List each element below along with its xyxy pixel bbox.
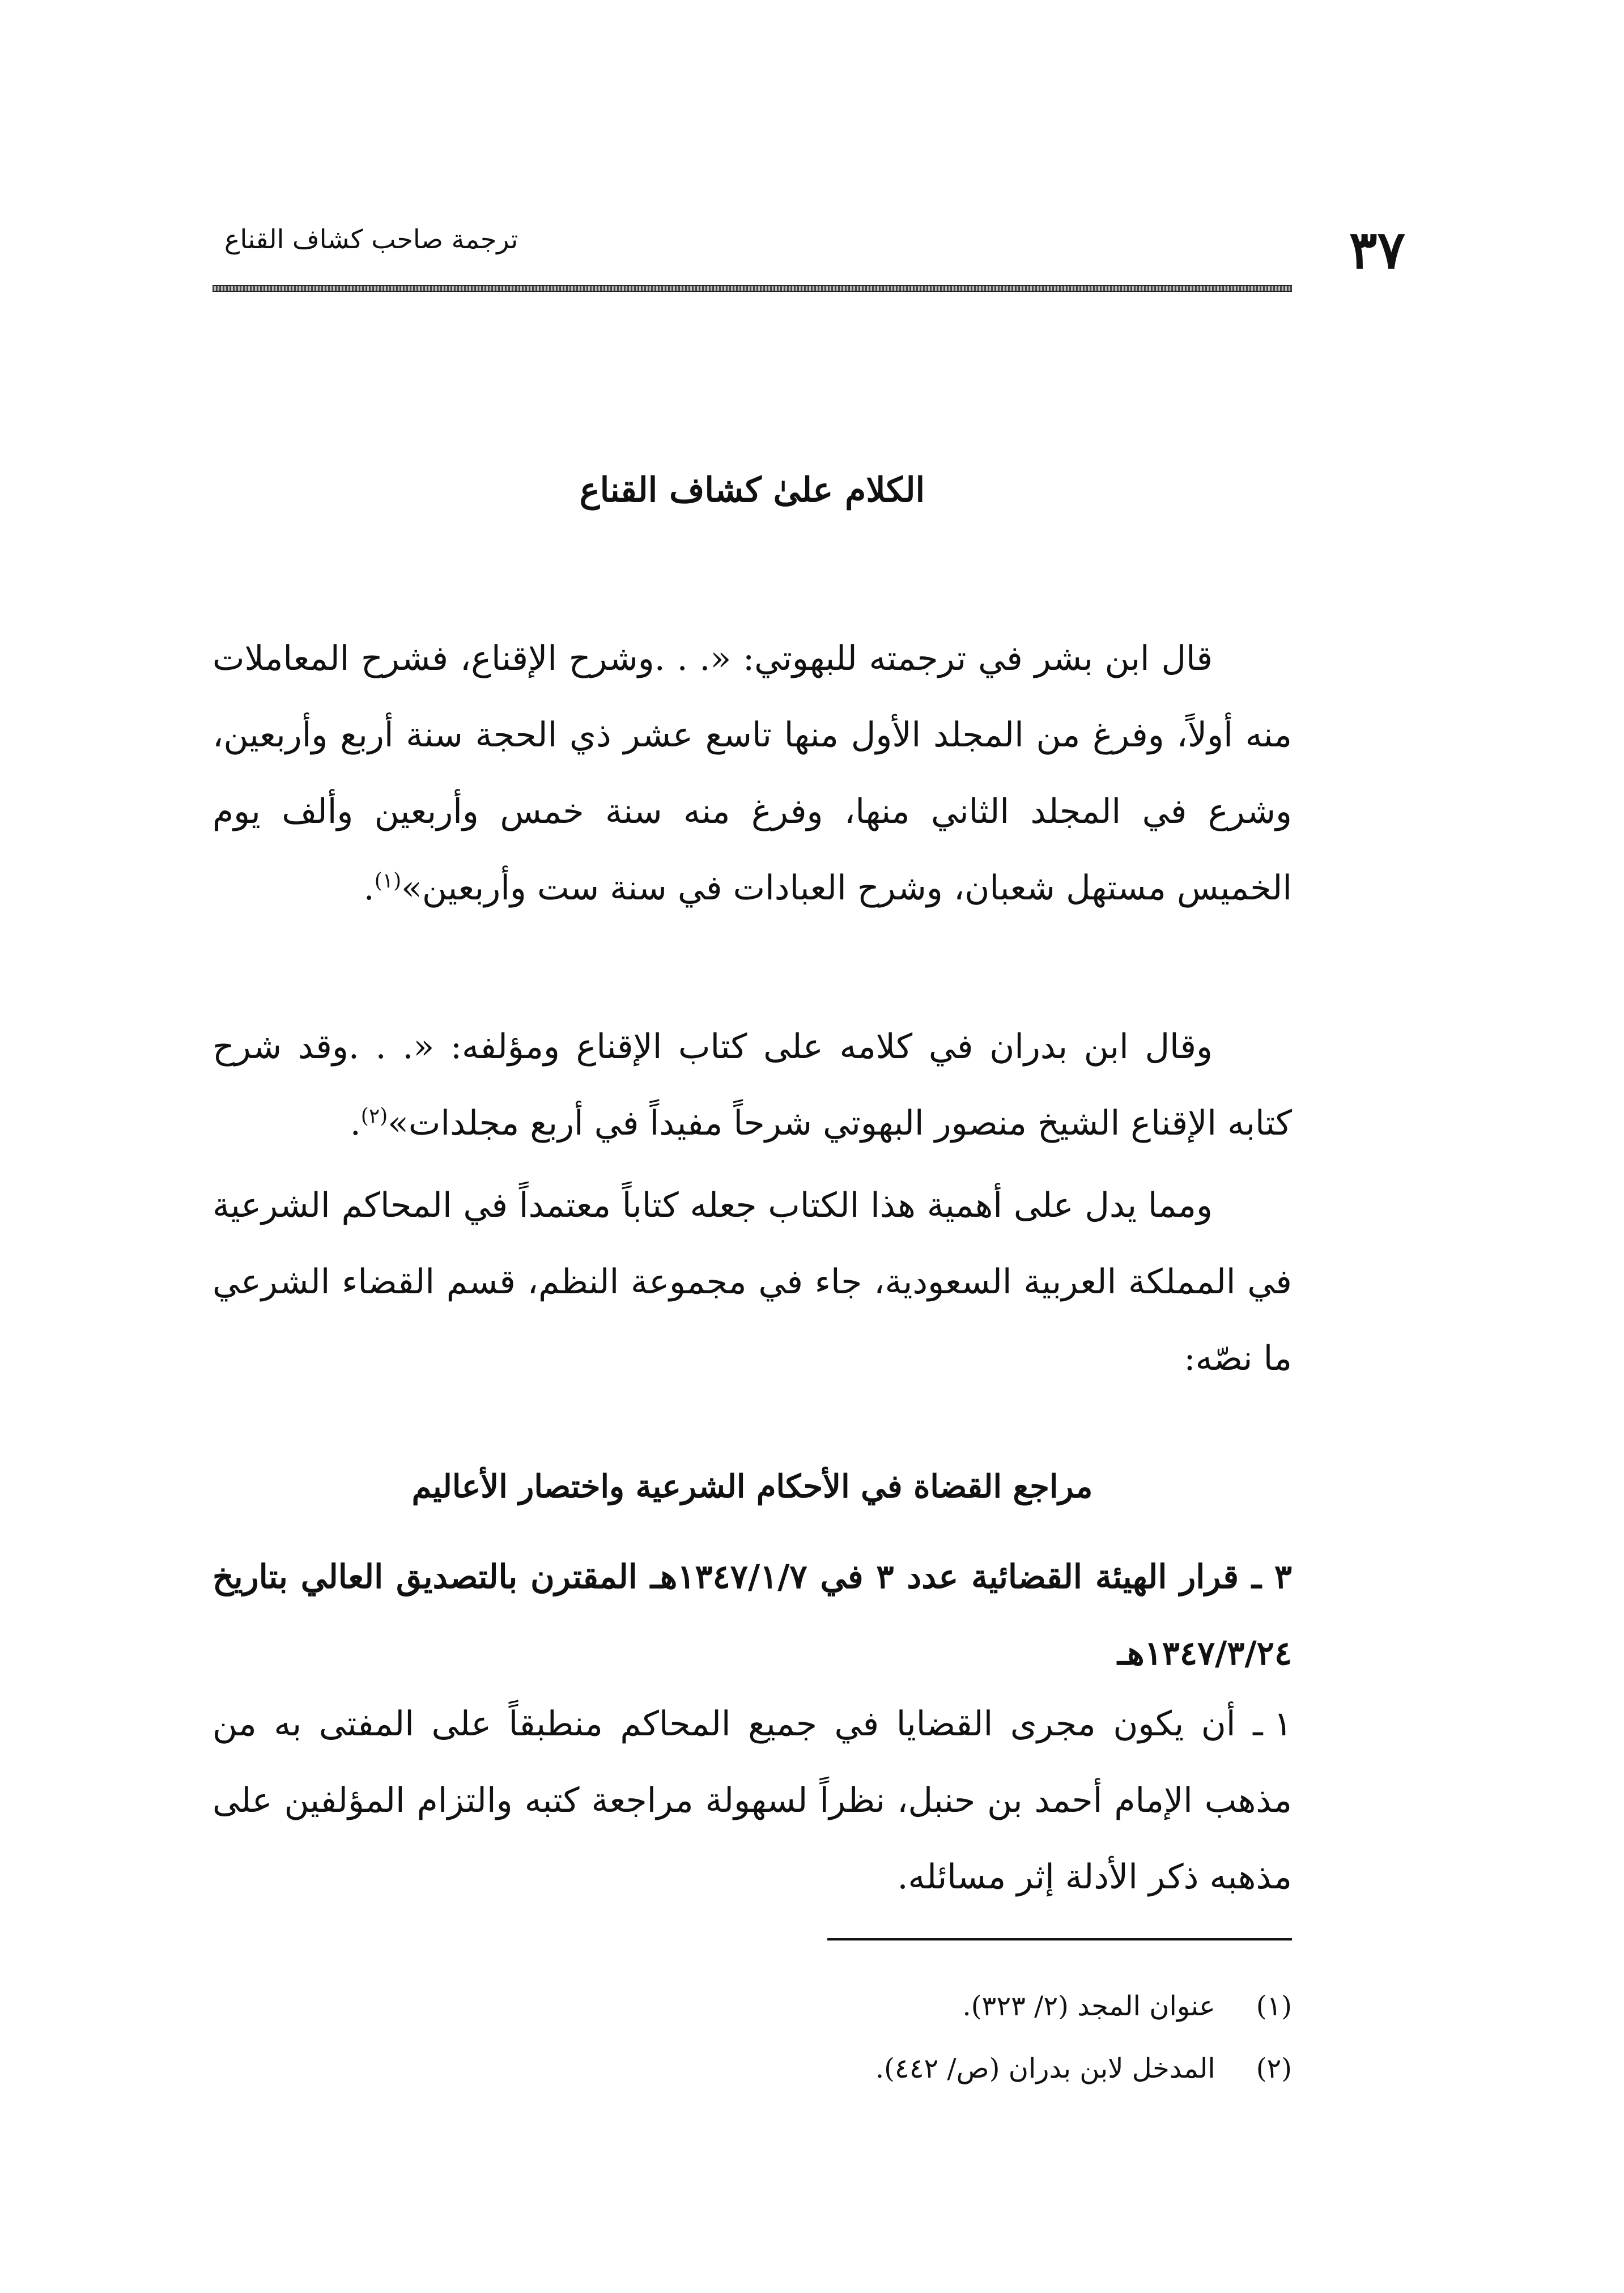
- decision-title: ٣ ـ قرار الهيئة القضائية عدد ٣ في ١٣٤٧/١/٧هـ المقترن بالتصديق العالي بتاريخ ١٣٤٧/٣/٢٤هـ: [212, 1557, 1292, 1672]
- paragraph-2-text: وقال ابن بدران في كلامه على كتاب الإقناع ومؤلفه: «. . .وقد شرح كتابه الإقناع الشيخ منصور البهوتي شرحاً مفيداً في أربع مجلدات»: [212, 1027, 1292, 1143]
- footnote-divider: [827, 1938, 1292, 1940]
- footnote-1: [212, 1975, 1292, 2037]
- paragraph-1-text: قال ابن بشر في ترجمته للبهوتي: «. . .وشرح الإقناع، فشرح المعاملات منه أولاً، وفرغ من المجلد الأول منها تاسع عشر ذي الحجة سنة أربع وأربعين، وشرع في المجلد الثاني منها، وفرغ منه سنة خمس وأربعين وألف يوم الخميس مستهل شعبان، وشرح العبادات في سنة ست وأربعين»: [212, 639, 1292, 908]
- footnotes: [212, 1975, 1292, 2100]
- footnote-1-number: (١): [1256, 1990, 1292, 2022]
- footnote-ref-2: (٢): [360, 1105, 388, 1128]
- footnote-ref-1: (١): [374, 869, 402, 893]
- page-number: ٣٧: [1349, 219, 1405, 281]
- paragraph-3: [212, 1167, 1292, 1397]
- paragraph-1-end: .: [363, 868, 375, 908]
- footnote-2-text: المدخل لابن بدران (ص/ ٤٤٢).: [875, 2053, 1215, 2084]
- footnote-2: [212, 2037, 1292, 2100]
- sub-heading: مراجع القضاة في الأحكام الشرعية واختصار الأعاليم: [411, 1468, 1093, 1505]
- paragraph-2: [212, 1009, 1292, 1162]
- header-rule: [212, 285, 1292, 292]
- running-title: ترجمة صاحب كشاف القناع: [224, 224, 518, 254]
- decision-item: [212, 1686, 1292, 1916]
- footnote-1-text: عنوان المجد (٢/ ٣٢٣).: [962, 1990, 1215, 2022]
- paragraph-2-end: .: [350, 1103, 361, 1143]
- decision-item-number: ١ ـ: [1253, 1704, 1292, 1744]
- paragraph-3-text: ومما يدل على أهمية هذا الكتاب جعله كتاباً معتمداً في المحاكم الشرعية في المملكة العربية السعودية، جاء في مجموعة النظم، قسم القضاء الشرعي ما نصّه:: [212, 1186, 1292, 1378]
- section-title: الكلام علىٰ كشاف القناع: [579, 470, 925, 510]
- footnote-2-number: (٢): [1256, 2053, 1292, 2084]
- decision-item-text: أن يكون مجرى القضايا في جميع المحاكم منطبقاً على المفتى به من مذهب الإمام أحمد بن حنبل، نظراً لسهولة مراجعة كتبه والتزام المؤلفين على مذهبه ذكر الأدلة إثر مسائله.: [212, 1704, 1292, 1897]
- paragraph-1: [212, 621, 1292, 927]
